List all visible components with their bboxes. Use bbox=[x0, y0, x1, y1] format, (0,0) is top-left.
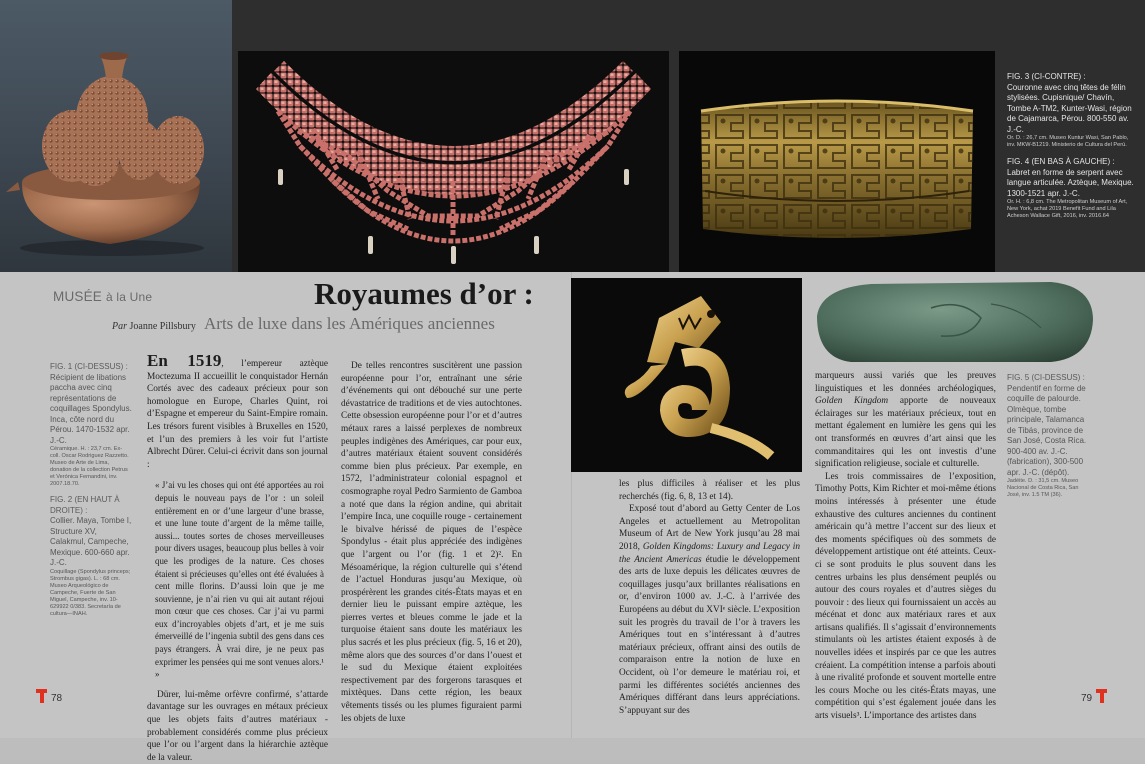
fig5-caption-text: Pendentif en forme de coquille de palourde. Olmèque, tombe principale, Talamanca de Tibás, province de San José, Costa Rica. 900-400 av. J.-C. (fabrication), 300-500 apr. J.-C. (dépôt). bbox=[1007, 383, 1087, 477]
jade-illustration bbox=[811, 278, 1095, 368]
fig5-caption bbox=[1007, 373, 1087, 499]
fig3-caption-details: Or. D. : 26,7 cm. Museo Kuntur Wasi, San Pablo, inv. MKW-B1219. Ministerio de Cultura del Perú. bbox=[1007, 135, 1129, 148]
exhibition-short-title: Golden Kingdom bbox=[815, 396, 889, 407]
body-column-2 bbox=[341, 360, 522, 725]
necklace-illustration bbox=[238, 51, 669, 272]
section-label-main: MUSÉE bbox=[53, 289, 103, 304]
fig1-ceramic-vessel-photo bbox=[0, 0, 232, 272]
crown-illustration bbox=[679, 51, 995, 272]
vessel-illustration bbox=[0, 0, 232, 272]
brand-t-logo-left bbox=[36, 689, 47, 703]
fig5-jade-pendant-photo bbox=[811, 278, 1095, 368]
body-column-3 bbox=[619, 478, 800, 717]
fig3-fig4-caption bbox=[1007, 72, 1135, 220]
fig5-caption-heading: FIG. 5 (CI-DESSUS) : bbox=[1007, 373, 1085, 382]
fig2-caption-details: Coquillage (Spondylus princeps; Strombus gigas). L. : 68 cm. Museo Arqueológico de Campeche, Fuerte de San Miguel, Campeche, inv. 10-629922 0/383. Secretaría de cultura—INAH. bbox=[50, 568, 131, 617]
section-label-rest: à la Une bbox=[105, 290, 153, 304]
col3-paragraph-1: les plus difficiles à réaliser et les plus recherchés (fig. 6, 8, 13 et 14). bbox=[619, 479, 800, 502]
fig4-caption-text: Labret en forme de serpent avec langue articulée. Aztèque, Mexique. 1300-1521 apr. J.-C. bbox=[1007, 167, 1134, 198]
author-line bbox=[112, 321, 196, 332]
fig4-serpent-labret-photo bbox=[571, 278, 802, 472]
brand-t-logo-right bbox=[1096, 689, 1107, 703]
labret-illustration bbox=[571, 278, 802, 472]
col2-paragraph-1: De telles rencontres suscitèrent une passion européenne pour l’or, entraînant une série d’événements qui ont débouché sur une perte dévastatrice de traditions et de vies autochtones. Cette obsession européenne pour l’or et d’autres métaux rares a laissé perplexes de nombreux peuples indigènes des Amériques, car pour eux, d’autres matériaux étaient souvent considérés comme bien plus précieux. Par exemple, en 1572, l’administrateur colonial espagnol et cosmographe royal Pedro Sarmiento de Gamboa a noté que dans la région andine, qui abritait l’empire Inca, une coquille rouge - certainement le bivalve hérissé de piques de l’espèce Spondylus - était plus appréciée des indigènes que l’argent ou l’or (fig. 1 et 2)². En Mésoamérique, la région culturelle qui s’étend de l’actuel Honduras jusqu’au Mexique, où prospérèrent les grandes cités-États mayas et en dernier lieu le puissant empire aztèque, les pierres vertes et bleues comme le jade et la turquoise étaient sans doute les matériaux les plus sacrés et les plus précieux (fig. 5, 16 et 20), même alors que des sources d’or dans l’ouest et le sud du Mexique étaient exploitées respectivement par des forgerons tarasques et mixtèques. Dans cette région, les beaux vêtements tissés ou les plumes figuraient parmi les objets de luxe bbox=[341, 361, 522, 724]
drop-word: En 1519 bbox=[147, 351, 222, 370]
fig1-caption-text: Récipient de libations paccha avec cinq représentations de coquillages Spondylus. Inca, côte nord du Pérou. 1470-1532 apr. J.-C. bbox=[50, 372, 132, 445]
body-column-4 bbox=[815, 370, 996, 723]
author-name: Joanne Pillsbury bbox=[129, 321, 196, 332]
article-title: Royaumes d’or : bbox=[314, 276, 534, 311]
col4-paragraph-2: Les trois commissaires de l’exposition, Timothy Potts, Kim Richter et moi-même étions moins intéressés à présenter une étude exhaustive des cultures anciennes du continent américain qu’à mettre l’accent sur des lieux et des moments spécifiques où des sommets de développement artistique ont été atteints. Ceux-ci se sont produits le plus souvent dans les centres urbains les plus densément peuplés ou autour des cours royales et d’autres sièges du pouvoir : des lieux qui fournissaient un accès au mécénat et donc aux matériaux rares et aux artisans qualifiés. Il s’agissait d’environnements stimulants où les artistes étaient exposés à de nouvelles idées et inspirés par ce que les autres créaient. La compétition intense a parfois abouti à une rivalité profonde et souvent mortelle entre les cours Moche ou les cités-États mayas, une compétition qui s’est également jouée dans les arts visuels³. L’importance des artistes dans bbox=[815, 471, 996, 722]
fig2-shell-necklace-photo bbox=[238, 51, 669, 272]
body-column-1 bbox=[147, 351, 329, 764]
page-number-right: 79 bbox=[1081, 693, 1093, 704]
author-prefix: Par bbox=[112, 321, 127, 332]
fig1-caption-details: Céramique. H. : 23,7 cm. Ex-coll. Oscar Rodriguez Razzetto. Museo de Arte de Lima, donation de la collection Petrus et Verónica Fernandini, inv. 2007.18.70. bbox=[50, 446, 129, 487]
fig3-gold-crown-photo bbox=[679, 51, 995, 272]
col1-paragraph-2: Dürer, lui-même orfèvre confirmé, s’attarde davantage sur les ouvrages en métaux précieux que les objets faits d’autres matériaux - probablement considérés comme plus précieux que l’or ou l’argent dans la hiérarchie aztèque de la valeur. bbox=[147, 689, 328, 763]
article-subtitle: Arts de luxe dans les Amériques anciennes bbox=[204, 314, 495, 333]
col3-paragraph-2: Exposé tout d’abord au Getty Center de Los Angeles et actuellement au Metropolitan Museum of Art de New York jusqu’au 28 mai 2018, Golden Kingdoms: Luxury and Legacy in the Ancient Americas étudie le développement des arts de luxe depuis les délicates œuvres de coquillages jusqu’aux brillantes réalisations en or, d’environ 1000 av. J.-C. à l’arrivée des Européens au début du XVIᵉ siècle. L’exposition suit les progrès du travail de l’or à travers les Amériques tout en s’intéressant à d’autres matériaux précieux, offrant ainsi des outils de comparaison entre la notion de luxe en Occident, où l’or demeure le matériau roi, et parmi les différentes sociétés anciennes des Amériques différant dans leurs appréciations. S’appuyant sur des bbox=[619, 504, 800, 716]
fig1-caption-heading: FIG. 1 (CI-DESSUS) : bbox=[50, 362, 128, 371]
fig2-caption-heading: FIG. 2 (EN HAUT À DROITE) : bbox=[50, 495, 120, 515]
fig3-caption-heading: FIG. 3 (CI-CONTRE) : bbox=[1007, 72, 1086, 81]
fig2-caption-text: Collier. Maya, Tombe I, Structure XV, Calakmul, Campeche, Mexique. 600-660 apr. J.-C. bbox=[50, 516, 132, 567]
col4-paragraph-1: marqueurs aussi variés que les preuves linguistiques et les données archéologiques, Golden Kingdom apporte de nouveaux éclairages sur les matériaux précieux, tout en mettant également en lumière les gens qui les ont transformés en œuvres d’art ainsi que les commanditaires qui les ont investis d’une signification religieuse, sociale et culturelle. bbox=[815, 371, 996, 470]
durer-quote: « J’ai vu les choses qui ont été apportées au roi depuis le nouveau pays de l’or : un soleil entièrement en or d’une largeur d’une brasse, et une lune toute d’argent de la même taille, aussi... toutes sortes de choses merveilleuses pour divers usages, beaucoup plus belles à voir que les prodiges de la nature. Ces choses étaient si précieuses qu’elles ont été évaluées à cent mille florins. D’aussi loin que je me souvienne, je n’ai rien vu qui ait autant réjoui mon cœur que ces choses. Car j’ai vu parmi eux d’incroyables objets d’art, et je me suis émerveillé de l’ingenia subtil des gens dans ces pays étrangers. À vrai dire, je ne peux pas exprimer les pensées qui me sont venues alors.¹ » bbox=[155, 480, 324, 680]
page-number-left: 78 bbox=[51, 693, 63, 704]
section-label bbox=[53, 289, 152, 304]
fig3-caption-text: Couronne avec cinq têtes de félin stylisées. Cupisnique/ Chavín, Tombe A-TM2, Kunter-Wasi, région de Cajamarca, Pérou. 800-550 av. J.-C. bbox=[1007, 82, 1132, 134]
col1-paragraph-1: , l’empereur aztèque Moctezuma II accueillit le conquistador Hernán Cortés avec des cadeaux précieux pour son homologue en Europe, Charles Quint, roi d’Espagne et empereur du Saint-Empire romain. Les trésors furent visibles à Bruxelles en 1520, et l’un des premiers à les voir fut l’artiste Albrecht Dürer. Celui-ci écrivit dans son journal : bbox=[147, 359, 329, 470]
fig4-caption-details: Or. H. : 6,8 cm. The Metropolitan Museum of Art, New York, achat 2019 Benefit Fund and Lila Acheson Wallace Gift, 2016, inv. 2016.64 bbox=[1007, 199, 1128, 219]
exhibition-title: Golden Kingdoms: Luxury and Legacy in the Ancient Americas bbox=[619, 541, 800, 565]
fig1-fig2-caption bbox=[50, 362, 132, 618]
fig5-caption-details: Jadéite. D. : 31,5 cm. Museo Nacional de Costa Rica, San José, inv. 1.5 TM (36). bbox=[1007, 478, 1079, 498]
fig4-caption-heading: FIG. 4 (EN BAS À GAUCHE) : bbox=[1007, 157, 1115, 166]
